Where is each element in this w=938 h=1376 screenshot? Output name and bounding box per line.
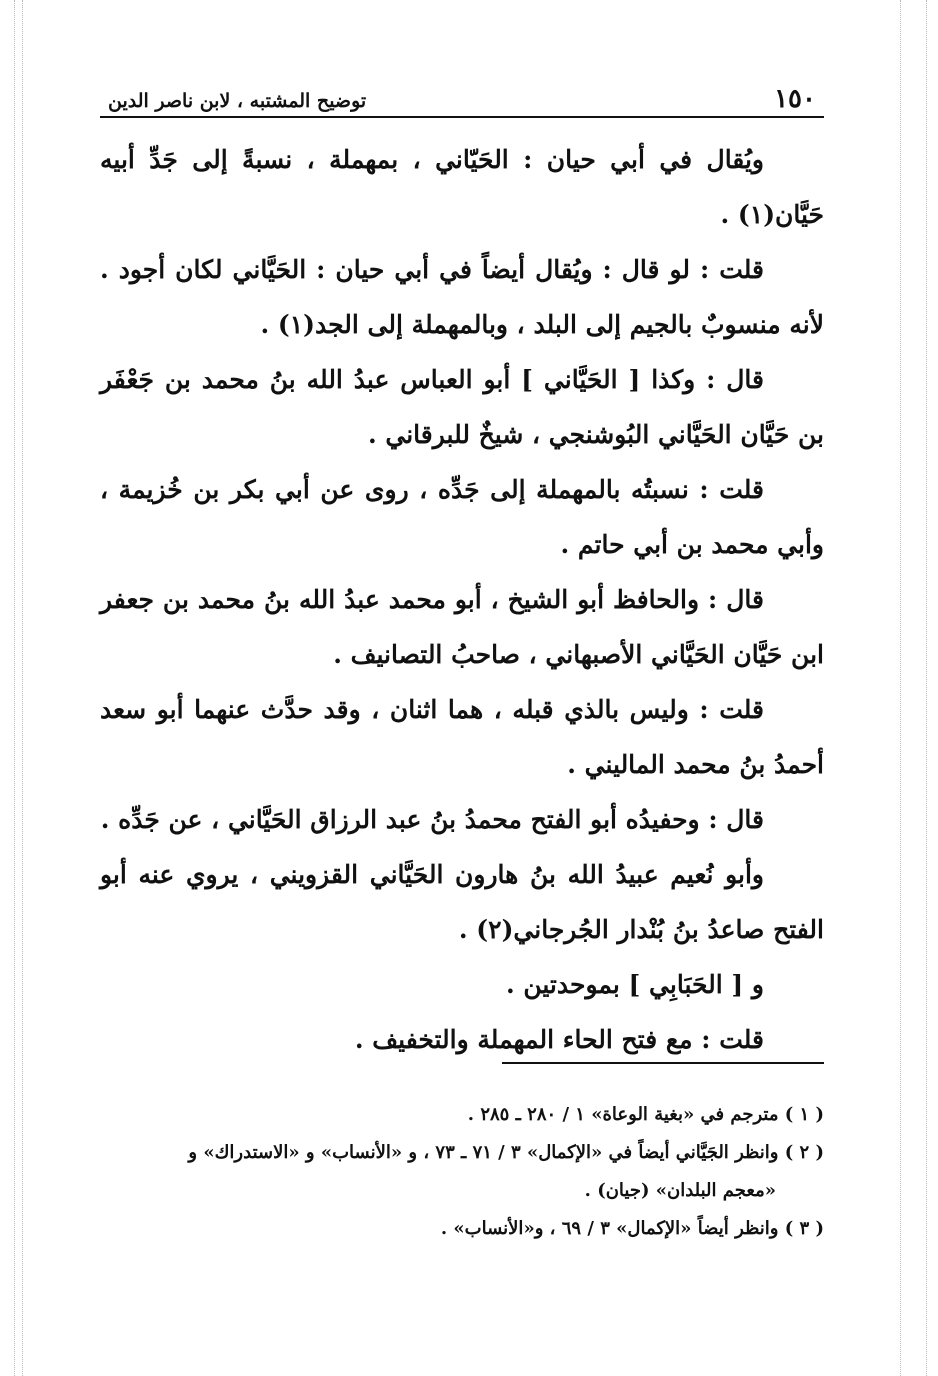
paragraph: قلت : نسبتُه بالمهملة إلى جَدِّه ، روى عن أبي بكر بن خُزيمة ، وأبي محمد بن أبي حاتم . <box>100 475 824 559</box>
paragraph: قلت : لو قال : ويُقال أيضاً في أبي حيان : الحَيَّاني لكان أجود . لأنه منسوبٌ بالجيم إلى البلد ، وبالمهملة إلى الجد(١) . <box>100 255 824 339</box>
paragraph: قلت : وليس بالذي قبله ، هما اثنان ، وقد حدَّث عنهما أبو سعد أحمدُ بنُ محمد الماليني . <box>100 695 824 779</box>
scan-edge-right-inner <box>900 0 901 1376</box>
book-page <box>100 70 824 1300</box>
paragraph: قال : وكذا [ الحَيَّاني ] أبو العباس عبدُ الله بنُ محمد بن جَعْفَر بن حَيَّان الحَيَّاني البُوشنجي ، شيخٌ للبرقاني . <box>100 365 824 449</box>
paragraph: و [ الحَبَابِي ] بموحدتين . <box>505 970 764 999</box>
footnote-item-continuation: «معجم البلدان» (جيان) . <box>584 1180 776 1201</box>
footnote-item: ( ٢ ) وانظر الجَيَّاني أيضاً في «الإكمال» ٣ / ٧١ ـ ٧٣ ، و «الأنساب» و «الاستدراك» و <box>188 1142 824 1163</box>
scan-edge-left-inner <box>22 0 23 1376</box>
main-text <box>100 132 824 1067</box>
footnote-item: ( ٣ ) وانظر أيضاً «الإكمال» ٣ / ٦٩ ، و«الأنساب» . <box>440 1218 824 1239</box>
scan-edge-right-outer <box>926 0 927 1376</box>
running-title: توضيح المشتبه ، لابن ناصر الدين <box>108 90 367 112</box>
footnote-item: ( ١ ) مترجم في «بغية الوعاة» ١ / ٢٨٠ ـ ٢٨٥ . <box>467 1104 824 1125</box>
footnotes <box>100 1096 824 1248</box>
paragraph: قال : والحافظ أبو الشيخ ، أبو محمد عبدُ الله بنُ محمد بن جعفر ابن حَيَّان الحَيَّاني الأصبهاني ، صاحبُ التصانيف . <box>100 585 824 669</box>
paragraph: وأبو نُعيم عبيدُ الله بنُ هارون الحَيَّاني القزويني ، يروي عنه أبو الفتح صاعدُ بنُ بُنْدار الجُرجاني(٢) . <box>100 860 824 944</box>
paragraph: ويُقال في أبي حيان : الحَيّاني ، بمهملة ، نسبةً إلى جَدِّ أبيه حَيَّان(١) . <box>100 145 824 229</box>
footnote-separator <box>502 1062 824 1064</box>
scan-edge-left-outer <box>14 0 15 1376</box>
running-header <box>100 70 824 118</box>
paragraph: قال : وحفيدُه أبو الفتح محمدُ بنُ عبد الرزاق الحَيَّاني ، عن جَدِّه . <box>100 805 764 834</box>
page-number: ١٥٠ <box>774 84 816 114</box>
paragraph: قلت : مع فتح الحاء المهملة والتخفيف . <box>354 1025 764 1054</box>
